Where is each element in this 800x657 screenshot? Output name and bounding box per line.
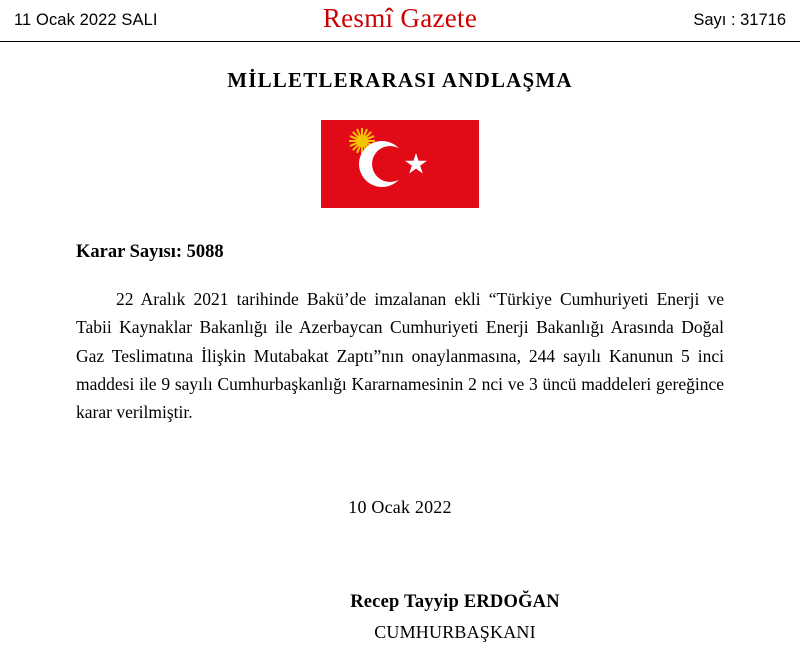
signature-role: CUMHURBAŞKANI bbox=[374, 622, 536, 642]
page-title: MİLLETLERARASI ANDLAŞMA bbox=[227, 68, 573, 92]
star-icon bbox=[405, 153, 427, 175]
masthead-date: 11 Ocak 2022 SALI bbox=[14, 11, 158, 30]
signature-name: Recep Tayyip ERDOĞAN bbox=[350, 592, 560, 612]
signature-block bbox=[0, 592, 800, 643]
masthead-title: Resmî Gazete bbox=[322, 3, 478, 33]
flag-container bbox=[0, 120, 800, 208]
decision-number: Karar Sayısı: 5088 bbox=[76, 242, 224, 262]
masthead-issue-number: Sayı : 31716 bbox=[693, 11, 786, 30]
crescent-cutout bbox=[372, 146, 408, 182]
turkish-flag-icon bbox=[321, 120, 479, 208]
document-date: 10 Ocak 2022 bbox=[348, 496, 452, 517]
body-paragraph: 22 Aralık 2021 tarihinde Bakü’de imzalanan ekli “Türkiye Cumhuriyeti Enerji ve Tabii Kaynaklar Bakanlığı ile Azerbaycan Cumhuriyeti Enerji Bakanlığı Arasında Doğal Gaz Teslimatına İlişkin Mutabakat Zaptı”nın onaylanmasına, 244 sayılı Kanunun 5 inci maddesi ile 9 sayılı Cumhurbaşkanlığı Kararnamesinin 2 nci ve 3 üncü maddeleri gereğince karar verilmiştir. bbox=[76, 289, 724, 423]
masthead bbox=[0, 0, 800, 42]
